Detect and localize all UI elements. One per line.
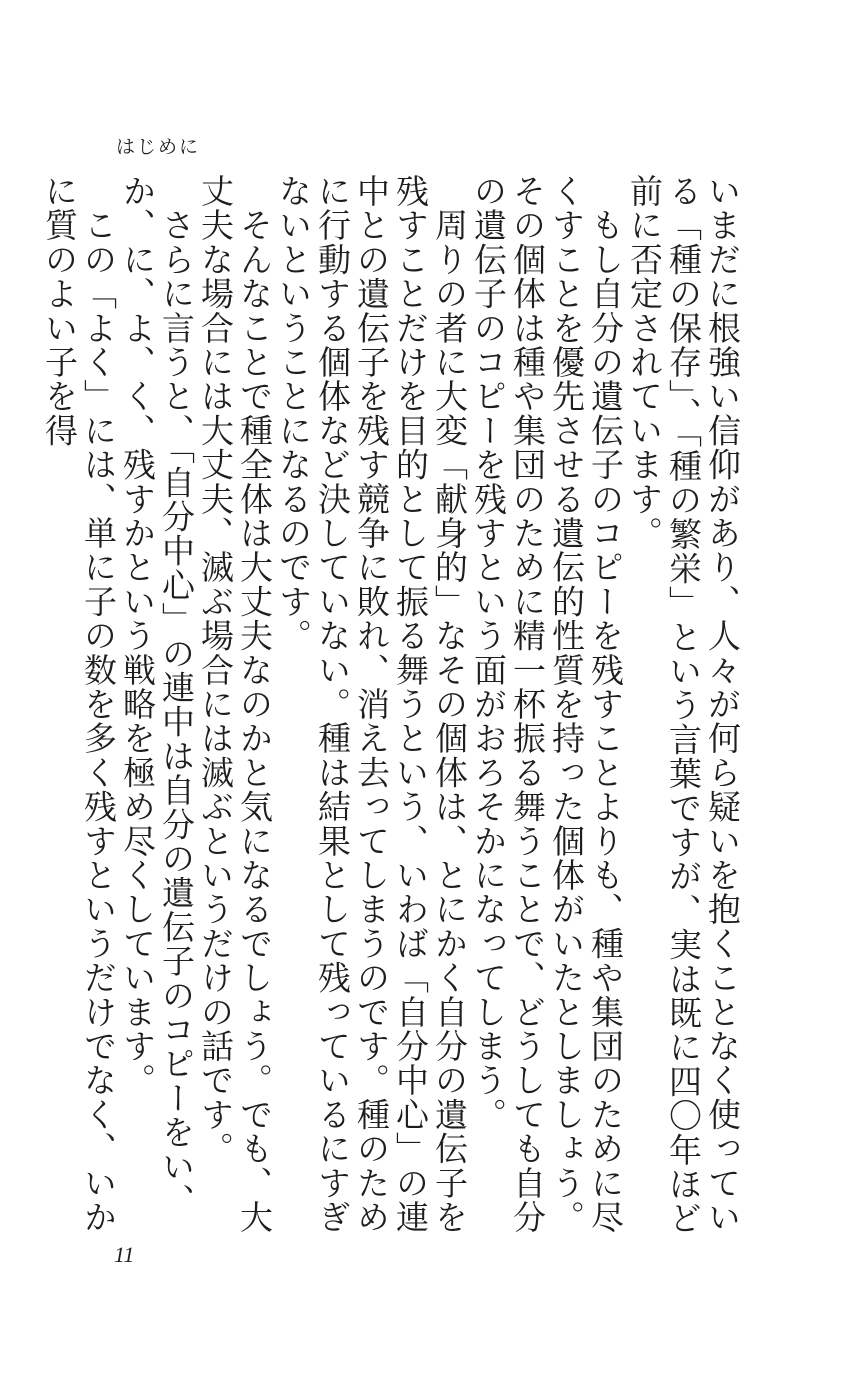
paragraph: 周りの者に大変「献身的」なその個体は、とにかく自分の遺伝子を残すことだけを目的として振る舞うという、いわば「自分中心」の連中との遺伝子を残す競争に敗れ、消え去ってしまうのです。種のために行動する個体など決していない。種は結果として残っているにすぎないということになるのです。 xyxy=(274,174,469,1235)
running-head: はじめに xyxy=(116,136,201,158)
body-text xyxy=(40,174,742,1236)
paragraph: もし自分の遺伝子のコピーを残すことよりも、種や集団のために尽くすことを優先させる遺伝的性質を持った個体がいたとしましょう。その個体は種や集団のために精一杯振る舞うことで、どうしても自分の遺伝子のコピーを残すという面がおろそかになってしまう。 xyxy=(469,174,625,1235)
page-number: 11 xyxy=(114,1242,135,1267)
paragraph: この「よく」には、単に子の数を多く残すというだけでなく、いかに質のよい子を得 xyxy=(40,174,118,1235)
paragraph: さらに言うと、「自分中心」の連中は自分の遺伝子のコピーをい、か、に、よ、く、残すかという戦略を極め尽くしています。 xyxy=(118,174,196,1218)
paragraph: いまだに根強い信仰があり、人々が何ら疑いを抱くことなく使っている「種の保存」、「種の繁栄」という言葉ですが、実は既に四〇年ほど前に否定されています。 xyxy=(625,174,742,1236)
paragraph: そんなことで種全体は大丈夫なのかと気になるでしょう。でも、大丈夫な場合には大丈夫、滅ぶ場合には滅ぶというだけの話です。 xyxy=(196,174,274,1235)
